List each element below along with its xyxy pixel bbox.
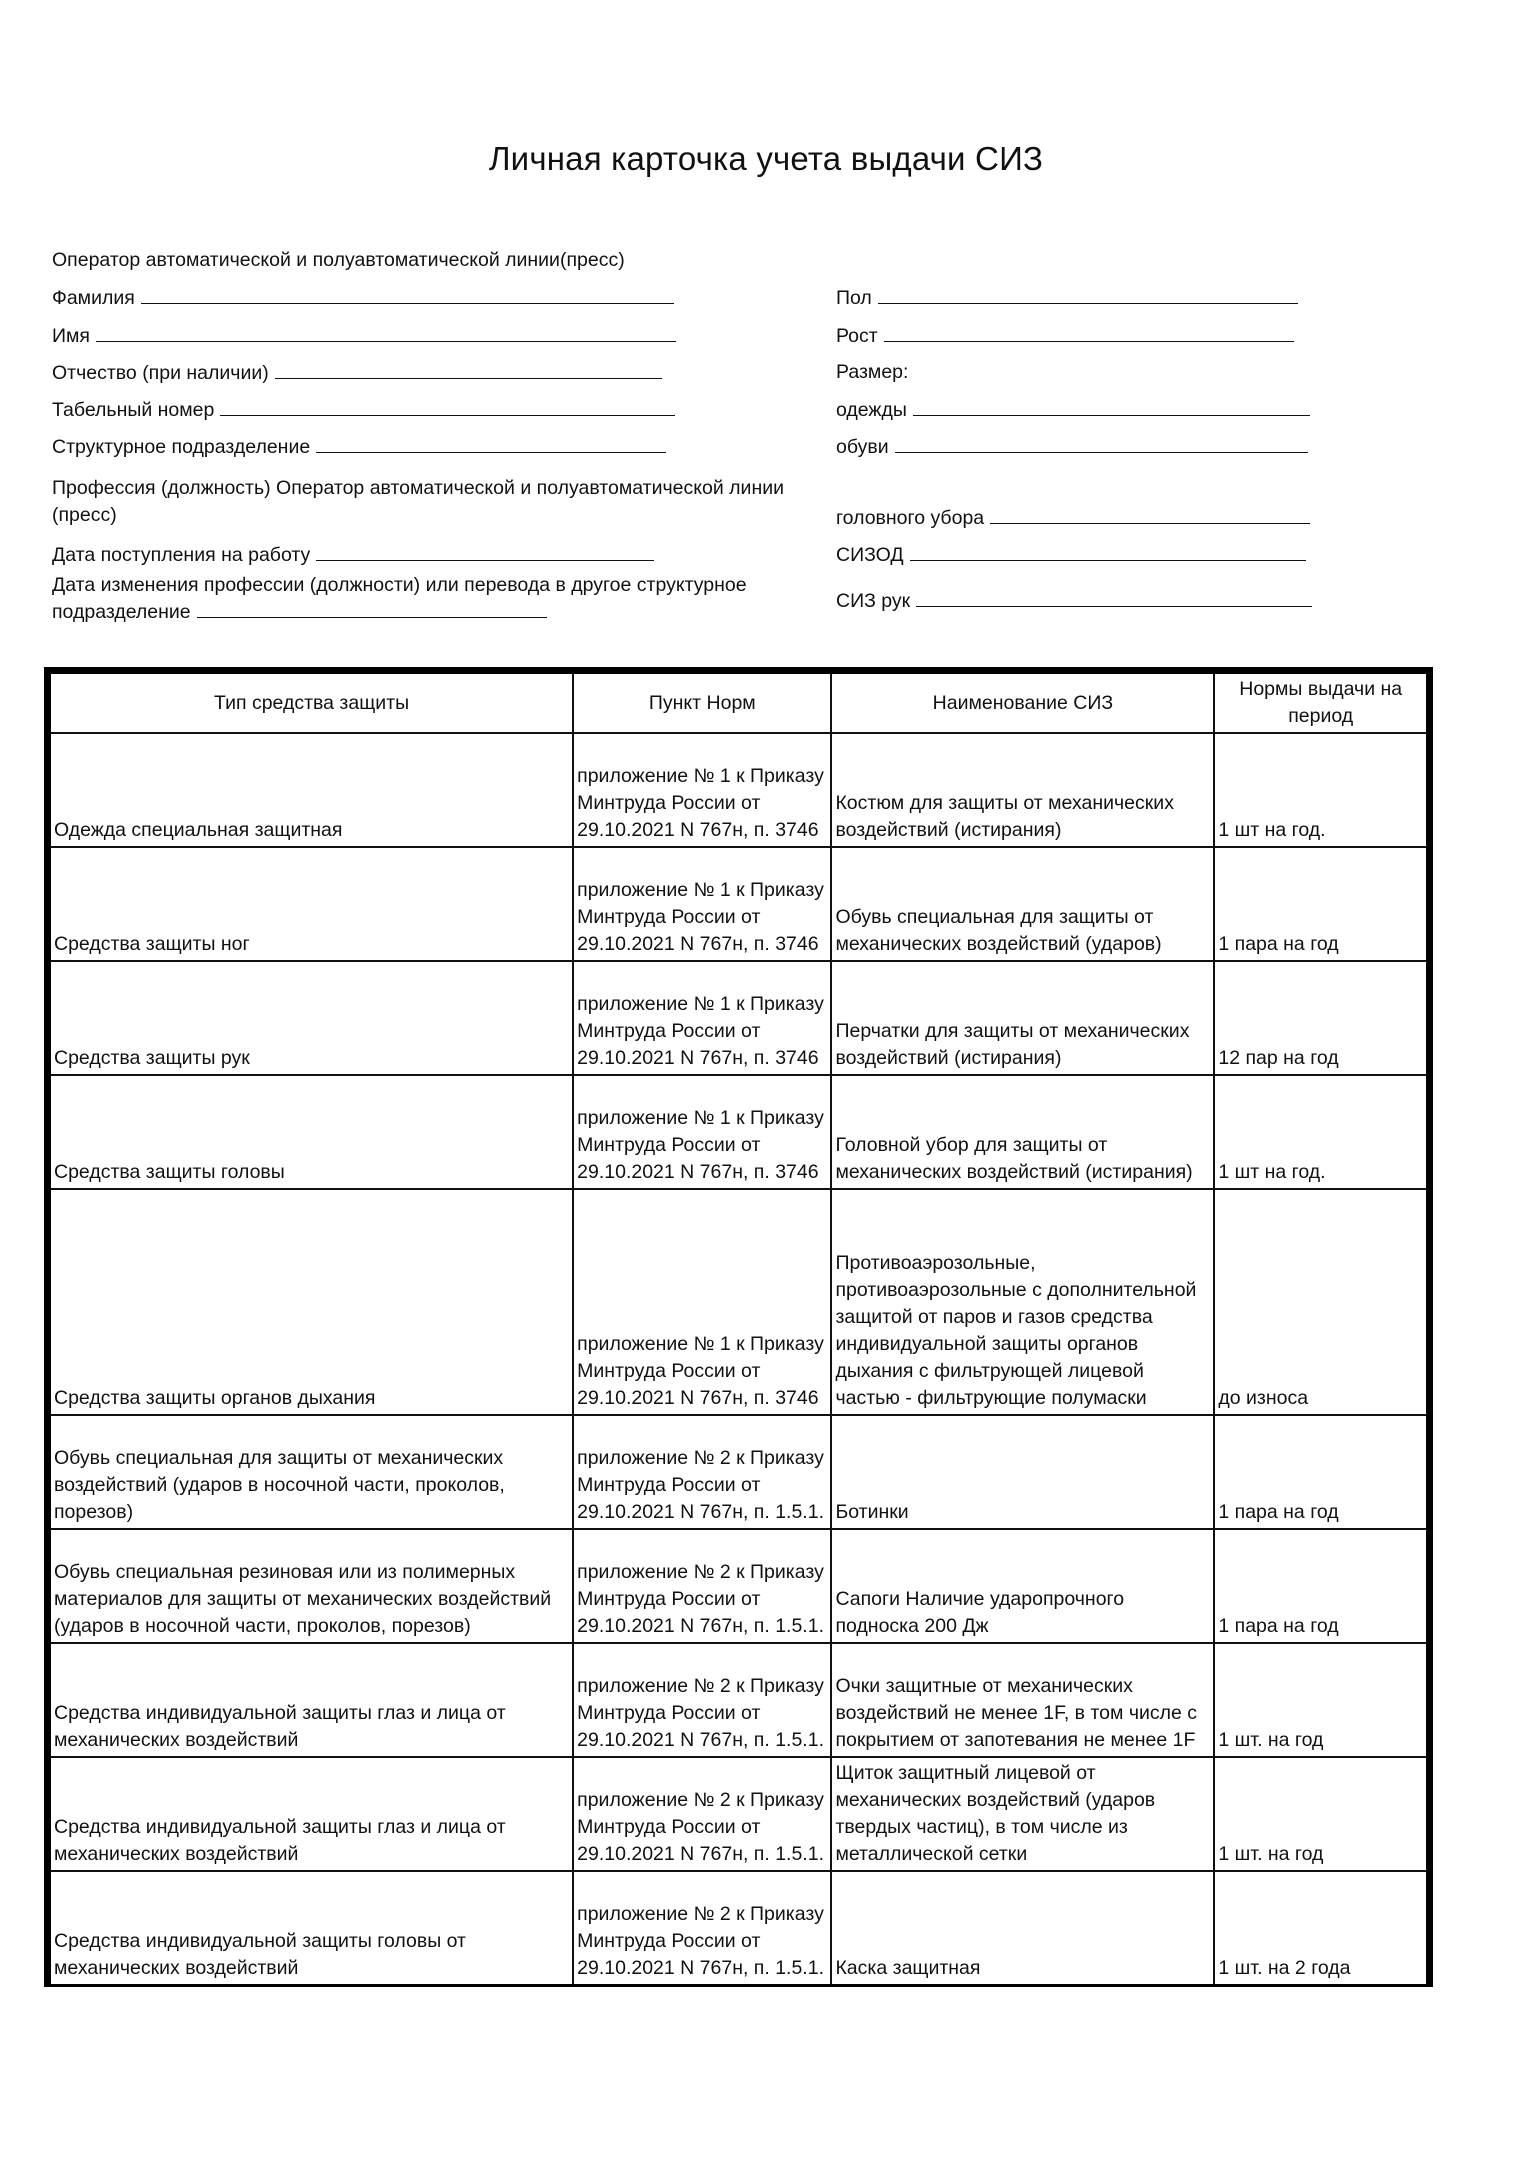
field-label: Дата изменения профессии (должности) или перевода в другое структурное подразделение <box>52 574 747 623</box>
type-cell: Одежда специальная защитная <box>48 733 574 847</box>
ppe-name-cell: Противоаэрозольные, противоаэрозольные с дополнительной защитой от паров и газов средства индивидуальной защиты органов дыхания с фильтрующей лицевой частью - фильтрующие полумаски <box>831 1189 1214 1415</box>
name-input[interactable] <box>96 323 676 342</box>
norm-cell: приложение № 2 к Приказу Минтруда России от 29.10.2021 N 767н, п. 1.5.1. <box>573 1529 831 1643</box>
height-input[interactable] <box>884 323 1294 342</box>
ppe-name-cell: Очки защитные от механических воздействий не менее 1F, в том числе с покрытием от запотевания не менее 1F <box>831 1643 1214 1757</box>
ppe-name-cell: Щиток защитный лицевой от механических воздействий (ударов твердых частиц), в том числе из металлической сетки <box>831 1757 1214 1871</box>
field-clothes-size <box>836 397 1310 422</box>
ppe-name-cell: Перчатки для защиты от механических воздействий (истирания) <box>831 961 1214 1075</box>
rate-cell: 1 шт на год. <box>1214 1075 1429 1189</box>
clothes-size-input[interactable] <box>913 397 1310 416</box>
type-cell: Обувь специальная резиновая или из полимерных материалов для защиты от механических воздействий (ударов в носочной части, проколов, порезов) <box>48 1529 574 1643</box>
field-height <box>836 323 1294 348</box>
position-subtitle: Оператор автоматической и полуавтоматической линии(пресс) <box>52 249 625 271</box>
field-label: одежды <box>836 399 907 421</box>
field-label: СИЗОД <box>836 544 904 566</box>
rate-cell: 1 пара на год <box>1214 847 1429 961</box>
field-personnel-number <box>52 397 675 422</box>
norm-cell: приложение № 2 к Приказу Минтруда России от 29.10.2021 N 767н, п. 1.5.1. <box>573 1757 831 1871</box>
page-title: Личная карточка учета выдачи СИЗ <box>488 140 1044 177</box>
type-cell: Средства защиты рук <box>48 961 574 1075</box>
field-label: Табельный номер <box>52 399 215 421</box>
type-cell: Средства защиты органов дыхания <box>48 1189 574 1415</box>
table-row <box>48 1871 1430 1985</box>
column-header-type: Тип средства защиты <box>48 671 574 734</box>
type-cell: Средства индивидуальной защиты глаз и лица от механических воздействий <box>48 1757 574 1871</box>
field-patronymic <box>52 360 662 385</box>
profession-text: Профессия (должность) Оператор автоматической и полуавтоматической линии (пресс) <box>52 477 784 526</box>
table-row <box>48 1757 1430 1871</box>
field-label: Структурное подразделение <box>52 436 311 458</box>
field-label: головного убора <box>836 507 985 529</box>
table-row <box>48 1529 1430 1643</box>
type-cell: Средства защиты головы <box>48 1075 574 1189</box>
ppe-name-cell: Головной убор для защиты от механических воздействий (истирания) <box>831 1075 1214 1189</box>
rate-cell: 1 пара на год <box>1214 1415 1429 1529</box>
hire-date-input[interactable] <box>316 542 654 561</box>
rate-cell: до износа <box>1214 1189 1429 1415</box>
change-date-input[interactable] <box>197 599 547 618</box>
table-header-row <box>48 671 1430 734</box>
norm-cell: приложение № 1 к Приказу Минтруда России от 29.10.2021 N 767н, п. 3746 <box>573 1075 831 1189</box>
rate-cell: 1 пара на год <box>1214 1529 1429 1643</box>
table-row <box>48 1415 1430 1529</box>
ppe-name-cell: Костюм для защиты от механических воздействий (истирания) <box>831 733 1214 847</box>
hand-ppe-input[interactable] <box>916 588 1312 607</box>
norm-cell: приложение № 1 к Приказу Минтруда России от 29.10.2021 N 767н, п. 3746 <box>573 1189 831 1415</box>
field-hand-ppe <box>836 588 1312 613</box>
field-shoe-size <box>836 434 1308 459</box>
ppe-name-cell: Сапоги Наличие ударопрочного подноска 200 Дж <box>831 1529 1214 1643</box>
table-row <box>48 733 1430 847</box>
table-row <box>48 847 1430 961</box>
field-label: Фамилия <box>52 287 135 309</box>
rate-cell: 1 шт. на год <box>1214 1643 1429 1757</box>
field-label: обуви <box>836 436 889 458</box>
headwear-size-input[interactable] <box>990 505 1310 524</box>
type-cell: Обувь специальная для защиты от механических воздействий (ударов в носочной части, проколов, порезов) <box>48 1415 574 1529</box>
ppe-name-cell: Обувь специальная для защиты от механических воздействий (ударов) <box>831 847 1214 961</box>
table-row <box>48 1075 1430 1189</box>
department-input[interactable] <box>316 434 666 453</box>
norm-cell: приложение № 1 к Приказу Минтруда России от 29.10.2021 N 767н, п. 3746 <box>573 847 831 961</box>
type-cell: Средства индивидуальной защиты головы от механических воздействий <box>48 1871 574 1985</box>
sizod-input[interactable] <box>910 542 1306 561</box>
rate-cell: 1 шт на год. <box>1214 733 1429 847</box>
patronymic-input[interactable] <box>275 360 662 379</box>
field-sizod <box>836 542 1306 567</box>
field-label: Рост <box>836 325 878 347</box>
field-department <box>52 434 666 459</box>
norm-cell: приложение № 2 к Приказу Минтруда России от 29.10.2021 N 767н, п. 1.5.1. <box>573 1415 831 1529</box>
field-label: СИЗ рук <box>836 590 911 612</box>
ppe-table <box>44 667 1433 1987</box>
column-header-norm: Пункт Норм <box>573 671 831 734</box>
norm-cell: приложение № 1 к Приказу Минтруда России от 29.10.2021 N 767н, п. 3746 <box>573 961 831 1075</box>
rate-cell: 1 шт. на 2 года <box>1214 1871 1429 1985</box>
table-row <box>48 1189 1430 1415</box>
field-name <box>52 323 676 348</box>
size-label: Размер: <box>836 361 909 383</box>
personnel-number-input[interactable] <box>220 397 675 416</box>
rate-cell: 12 пар на год <box>1214 961 1429 1075</box>
column-header-rate: Нормы выдачи на период <box>1214 671 1429 734</box>
ppe-name-cell: Каска защитная <box>831 1871 1214 1985</box>
field-label: Дата поступления на работу <box>52 544 311 566</box>
gender-input[interactable] <box>878 285 1298 304</box>
field-change-date <box>52 572 832 626</box>
ppe-name-cell: Ботинки <box>831 1415 1214 1529</box>
field-label: Пол <box>836 287 872 309</box>
surname-input[interactable] <box>141 285 674 304</box>
field-surname <box>52 285 674 310</box>
norm-cell: приложение № 2 к Приказу Минтруда России от 29.10.2021 N 767н, п. 1.5.1. <box>573 1871 831 1985</box>
field-label: Отчество (при наличии) <box>52 362 269 384</box>
field-label: Имя <box>52 325 90 347</box>
rate-cell: 1 шт. на год <box>1214 1757 1429 1871</box>
norm-cell: приложение № 2 к Приказу Минтруда России от 29.10.2021 N 767н, п. 1.5.1. <box>573 1643 831 1757</box>
field-gender <box>836 285 1298 310</box>
table-row <box>48 961 1430 1075</box>
column-header-name: Наименование СИЗ <box>831 671 1214 734</box>
type-cell: Средства защиты ног <box>48 847 574 961</box>
field-hire-date <box>52 542 654 567</box>
table-row <box>48 1643 1430 1757</box>
field-headwear-size <box>836 505 1310 530</box>
type-cell: Средства индивидуальной защиты глаз и лица от механических воздействий <box>48 1643 574 1757</box>
norm-cell: приложение № 1 к Приказу Минтруда России от 29.10.2021 N 767н, п. 3746 <box>573 733 831 847</box>
shoe-size-input[interactable] <box>895 434 1308 453</box>
